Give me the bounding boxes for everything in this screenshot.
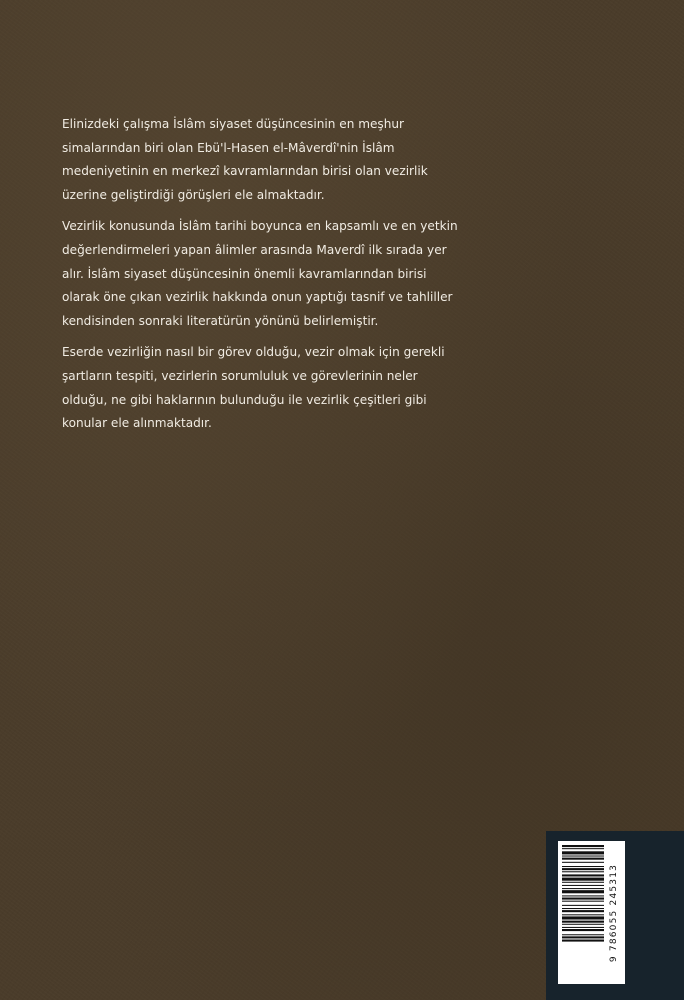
blurb-paragraph-1: Elinizdeki çalışma İslâm siyaset düşüncesinin en meşhur simalarından biri olan Ebü'l-Hasen el-Mâverdî'nin İslâm medeniyetinin en merkezî kavramlarından birisi olan vezirlik üzerine geliştirdiği görüşleri ele almaktadır. — [62, 117, 428, 202]
blurb-paragraph-2: Vezirlik konusunda İslâm tarihi boyunca en kapsamlı ve en yetkin değerlendirmeleri yapan âlimler arasında Maverdî ilk sırada yer alır. İslâm siyaset düşüncesinin önemli kavramlarından birisi olarak öne çıkan vezirlik hakkında onun yaptığı tasnif ve tahliller kendisinden sonraki literatürün yönünü belirlemiştir. — [62, 219, 458, 328]
isbn-number: 9 786055 245313 — [609, 863, 619, 963]
isbn-barcode — [558, 841, 625, 984]
back-cover-blurb — [62, 113, 462, 444]
blurb-paragraph-3: Eserde vezirliğin nasıl bir görev olduğu, vezir olmak için gerekli şartların tespiti, vezirlerin sorumluluk ve görevlerinin neler olduğu, ne gibi haklarının bulunduğu ile vezirlik çeşitleri gibi konular ele alınmaktadır. — [62, 345, 445, 431]
barcode-panel — [546, 831, 684, 1000]
